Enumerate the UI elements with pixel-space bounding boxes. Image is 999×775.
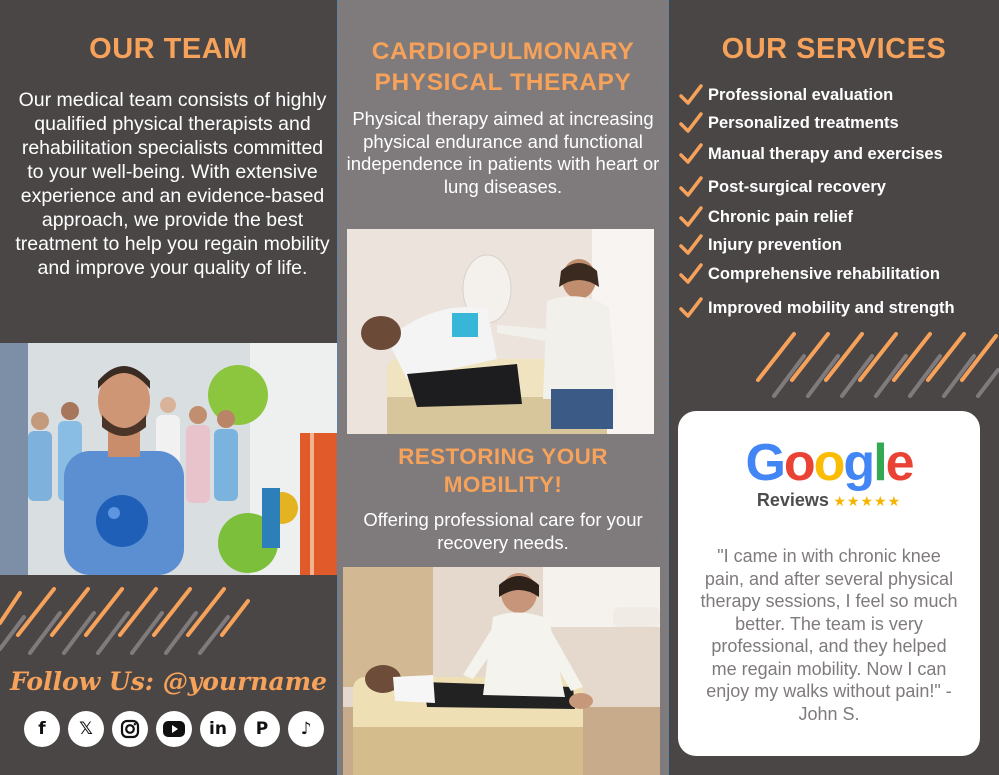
team-photo xyxy=(0,343,337,575)
cardio-title: CARDIOPULMONARY PHYSICAL THERAPY xyxy=(371,38,635,96)
restore-title: RESTORING YOUR MOBILITY! xyxy=(398,444,608,497)
review-card xyxy=(678,411,980,756)
linkedin-icon[interactable]: in xyxy=(200,711,236,747)
list-item xyxy=(679,234,842,256)
list-item xyxy=(679,176,886,198)
checkmark-icon xyxy=(679,234,703,256)
google-logo: Google xyxy=(745,434,913,492)
cardio-panel xyxy=(337,0,669,775)
list-item xyxy=(679,263,940,285)
list-item xyxy=(679,84,893,106)
team-panel xyxy=(0,0,337,775)
team-title: OUR TEAM xyxy=(89,33,248,65)
checkmark-icon xyxy=(679,112,703,134)
reviews-label: Reviews xyxy=(756,490,829,510)
services-title: OUR SERVICES xyxy=(721,33,947,65)
checkmark-icon xyxy=(679,297,703,319)
cardio-description: Physical therapy aimed at increasing physical endurance and functional independence in patients with heart or lung diseases. xyxy=(346,108,660,197)
restore-description: Offering professional care for your recovery needs. xyxy=(363,509,643,553)
service-label: Injury prevention xyxy=(708,235,842,254)
tiktok-icon[interactable]: ♪ xyxy=(288,711,324,747)
service-label: Improved mobility and strength xyxy=(708,298,955,317)
follow-us-text: Follow Us: @yourname xyxy=(9,667,328,696)
service-label: Comprehensive rehabilitation xyxy=(708,264,940,283)
cardio-therapy-photo xyxy=(347,229,654,434)
list-item xyxy=(679,143,943,165)
services-panel xyxy=(669,0,999,775)
service-label: Professional evaluation xyxy=(708,85,894,104)
checkmark-icon xyxy=(679,206,703,228)
facebook-icon[interactable]: f xyxy=(24,711,60,747)
checkmark-icon xyxy=(679,176,703,198)
pinterest-icon[interactable]: P xyxy=(244,711,280,747)
x-icon[interactable]: 𝕏 xyxy=(68,711,104,747)
service-label: Manual therapy and exercises xyxy=(708,144,943,163)
youtube-icon[interactable] xyxy=(156,711,192,747)
checkmark-icon xyxy=(679,84,703,106)
review-quote: "I came in with chronic knee pain, and after several physical therapy sessions, I feel so much better. The team is very professional, and they helped me regain mobility. Now I can enjoy my walks without pain!" - John S. xyxy=(700,546,958,724)
mobility-therapy-photo xyxy=(343,567,660,775)
star-rating-icon: ★★★★★ xyxy=(833,493,902,509)
service-label: Personalized treatments xyxy=(708,113,899,132)
list-item xyxy=(679,112,899,134)
reviews-label-row xyxy=(678,490,980,511)
checkmark-icon xyxy=(679,263,703,285)
team-description: Our medical team consists of highly qualified physical therapists and rehabilitation specialists committed to your well-being. With extensive experience and an evidence-based approach, we provide the best treatment to help you regain mobility and improve your quality of life. xyxy=(15,89,330,279)
checkmark-icon xyxy=(679,143,703,165)
service-label: Chronic pain relief xyxy=(708,207,853,226)
instagram-icon[interactable] xyxy=(112,711,148,747)
social-icons xyxy=(24,711,324,747)
list-item xyxy=(679,297,955,319)
decorative-stripes xyxy=(0,583,260,655)
list-item xyxy=(679,206,853,228)
service-label: Post-surgical recovery xyxy=(708,177,886,196)
decorative-stripes xyxy=(754,330,999,398)
